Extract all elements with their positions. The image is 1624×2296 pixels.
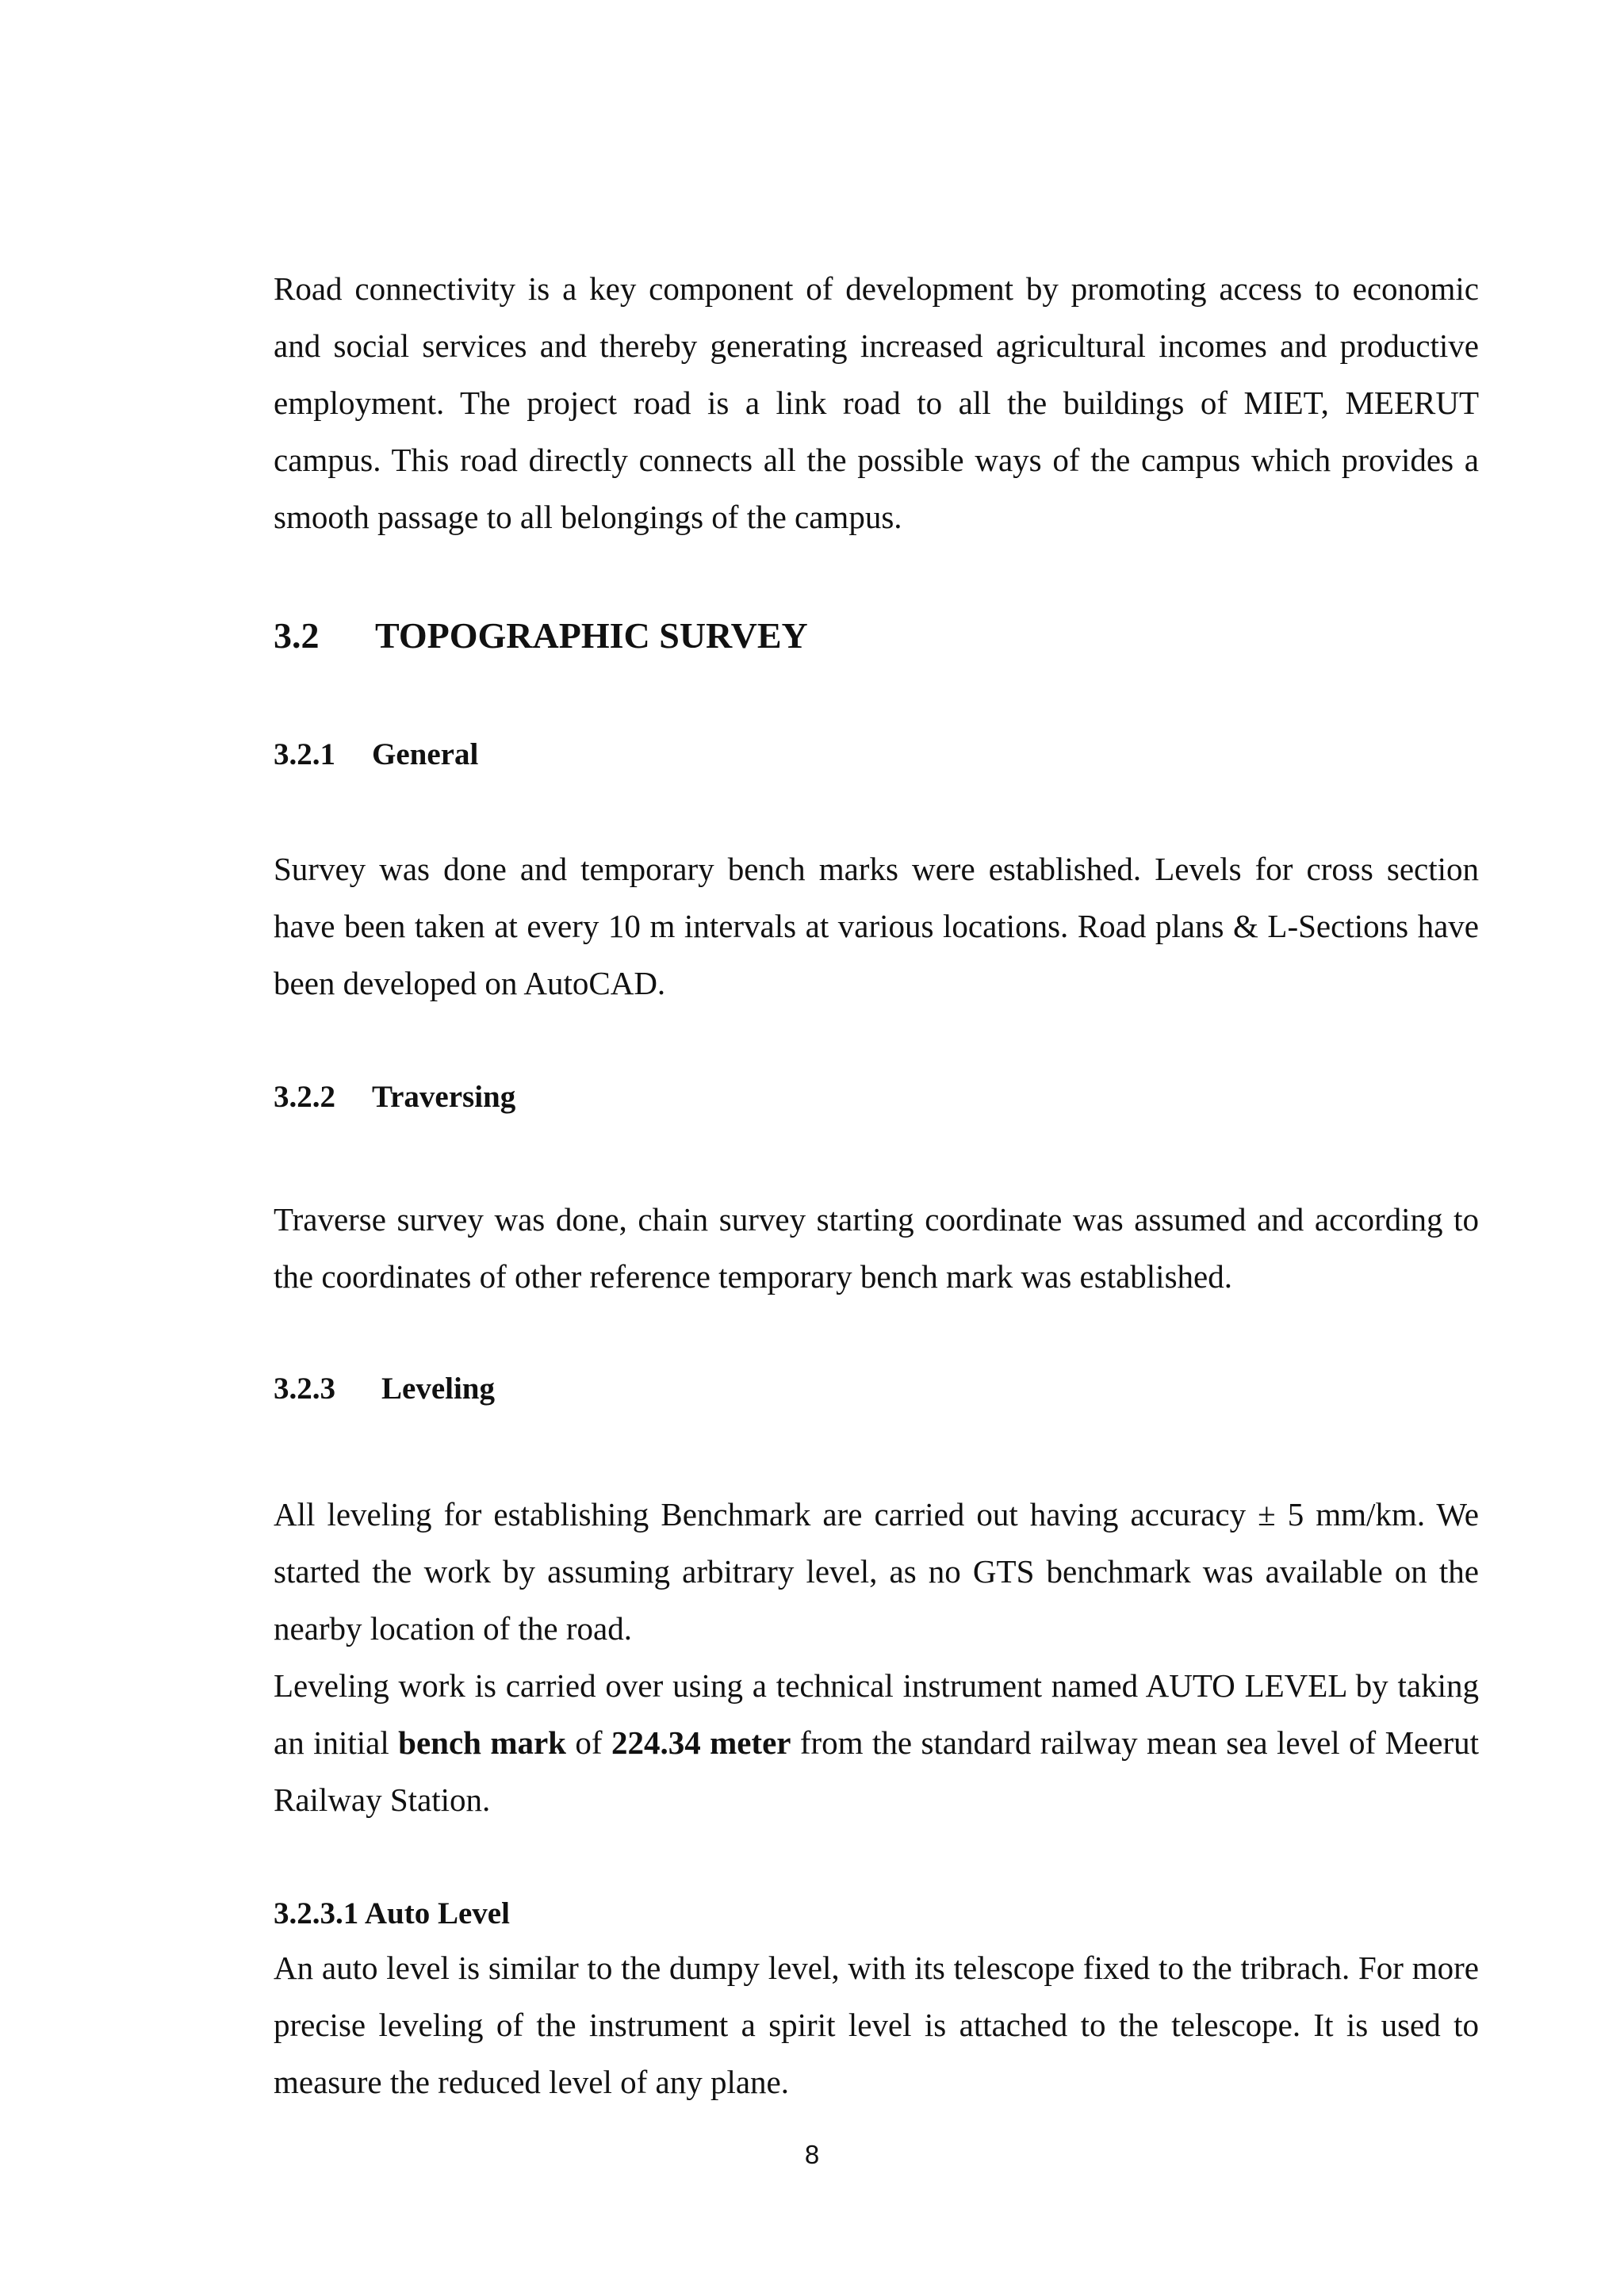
auto-level-heading: 3.2.3.1 Auto Level (274, 1896, 510, 1931)
page-number: 8 (804, 2140, 820, 2169)
section-title: TOPOGRAPHIC SURVEY (375, 615, 808, 656)
subsection-number: 3.2.1 (274, 737, 335, 771)
subsection-number: 3.2.3 (274, 1372, 335, 1406)
subsection-title: Leveling (381, 1372, 495, 1406)
section-number: 3.2 (274, 615, 320, 656)
subsection-number: 3.2.2 (274, 1080, 335, 1114)
section-3-2-1-heading (274, 734, 1479, 775)
intro-block (274, 260, 1479, 545)
section-3-2-3-body (274, 1486, 1479, 1828)
section-3-2-2-body (274, 1191, 1479, 1305)
auto-level-paragraph: An auto level is similar to the dumpy level, with its telescope fixed to the tribrach. For more precise leveling of the instrument a spirit level is attached to the telescope. It is used to measure the reduced level of any plane. (274, 1950, 1479, 2100)
subsection-title: General (372, 737, 479, 771)
section-3-2-3-1-body (274, 1939, 1479, 2110)
section-3-2-3-1-heading (274, 1893, 1479, 1934)
section-3-2-heading (274, 612, 1479, 660)
leveling-text-a: Leveling work is carried over using a technical instrument named AUTO LEVEL by taking an initial (274, 1667, 1479, 1761)
bench-mark-value-bold: 224.34 meter (611, 1724, 791, 1761)
leveling-text-c: from the standard railway mean sea level of Meerut Railway Station. (274, 1724, 1479, 1818)
leveling-text-b: of (566, 1724, 611, 1761)
section-3-2-3-heading (274, 1368, 1479, 1410)
subsection-title: Traversing (372, 1080, 516, 1114)
leveling-paragraph-2 (274, 1657, 1479, 1828)
general-paragraph: Survey was done and temporary bench marks were established. Levels for cross section have been taken at every 10 m intervals at various locations. Road plans & L-Sections have been developed on AutoCAD. (274, 851, 1479, 1001)
leveling-paragraph-1: All leveling for establishing Benchmark are carried out having accuracy ± 5 mm/km. We started the work by assuming arbitrary level, as no GTS benchmark was available on the nearby location of the road. (274, 1496, 1479, 1647)
bench-mark-bold: bench mark (398, 1724, 566, 1761)
section-3-2-1-body (274, 840, 1479, 1012)
intro-paragraph: Road connectivity is a key component of development by promoting access to economic and social services and thereby generating increased agricultural incomes and productive employment. The project road is a link road to all the buildings of MIET, MEERUT campus. This road directly connects all the possible ways of the campus which provides a smooth passage to all belongings of the campus. (274, 270, 1479, 535)
traversing-paragraph: Traverse survey was done, chain survey starting coordinate was assumed and according to the coordinates of other reference temporary bench mark was established. (274, 1201, 1479, 1295)
section-3-2-2-heading (274, 1077, 1479, 1118)
